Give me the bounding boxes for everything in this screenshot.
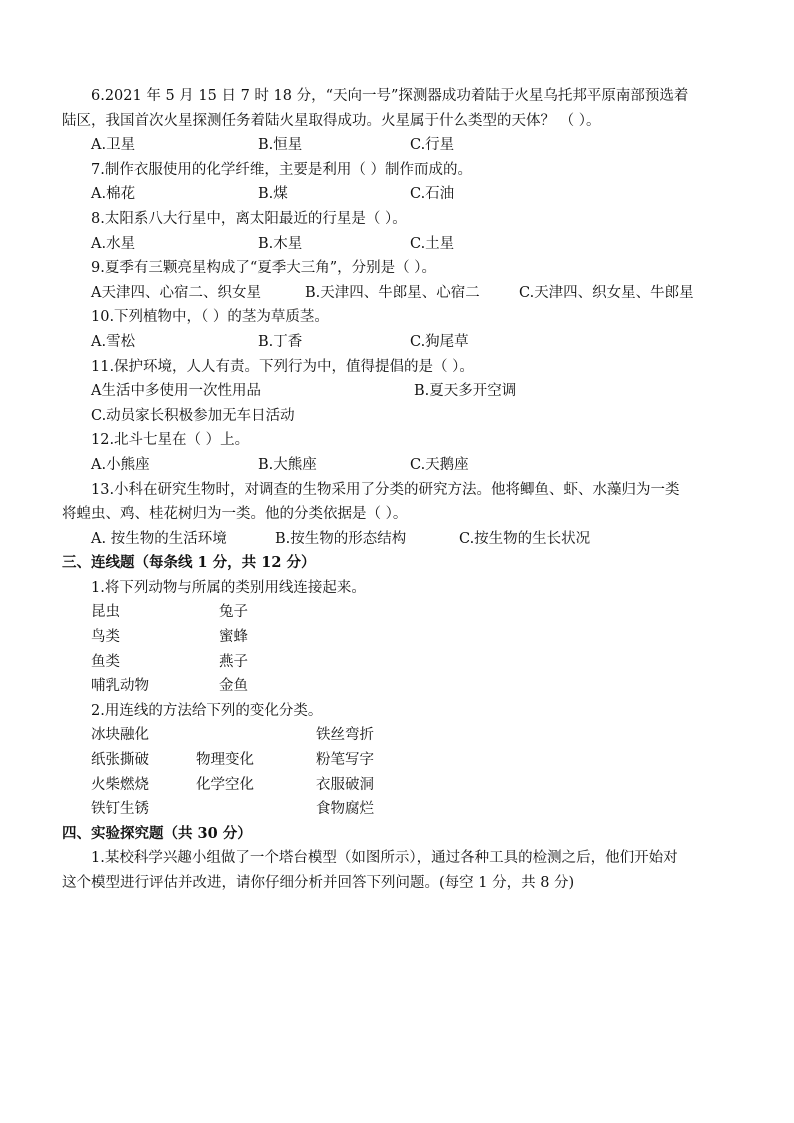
s3-q2-mid: 物理变化 xyxy=(196,752,254,769)
section3-heading: 三、连线题（每条线 1 分，共 12 分） xyxy=(62,554,316,572)
q9-text: 9.夏季有三颗亮星构成了“夏季大三角”，分别是（ ）。 xyxy=(91,260,437,277)
q13-option-c: C.按生物的生长状况 xyxy=(459,530,591,547)
q12-option-b: B.大熊座 xyxy=(258,456,317,473)
s3-q1-right: 兔子 xyxy=(219,604,248,621)
q6-text-line2: 陆区，我国首次火星探测任务着陆火星取得成功。火星属于什么类型的天体？ （ ）。 xyxy=(62,112,601,129)
q6-text-line1: 6.2021 年 5 月 15 日 7 时 18 分，“天向一号”探测器成功着陆于火星乌托邦平原南部预选着 xyxy=(91,88,689,104)
s3-q2-row xyxy=(62,723,738,748)
q8-option-b: B.木星 xyxy=(258,235,303,252)
q9-options xyxy=(62,281,738,306)
q10-options xyxy=(62,330,738,355)
s3-q2-right: 食物腐烂 xyxy=(316,801,374,818)
s3-q1-row xyxy=(62,674,738,699)
q11-option-c: C.动员家长积极参加无车日活动 xyxy=(91,407,295,424)
s3-q1-row xyxy=(62,600,738,625)
q9-option-b: B.天津四、牛郎星、心宿二 xyxy=(305,284,480,301)
q11-option-b: B.夏天多开空调 xyxy=(414,383,517,400)
s4-q1-text-line1: 1.某校科学兴趣小组做了一个塔台模型（如图所示），通过各种工具的检测之后，他们开始对 xyxy=(91,850,678,867)
s3-q1-right: 金鱼 xyxy=(219,678,248,695)
q10-text: 10.下列植物中，（ ）的茎为草质茎。 xyxy=(91,309,329,326)
q8-options xyxy=(62,232,738,257)
s3-q2-left: 火柴燃烧 xyxy=(91,776,149,793)
q8-option-c: C.土星 xyxy=(410,235,455,252)
s3-q2-right: 铁丝弯折 xyxy=(316,727,374,744)
s3-q1-right: 蜜蜂 xyxy=(219,629,248,646)
s3-q2-left: 铁钉生锈 xyxy=(91,801,149,818)
q12-options xyxy=(62,453,738,478)
q10-option-b: B.丁香 xyxy=(258,333,303,350)
q6-option-c: C.行星 xyxy=(410,137,455,154)
section4-heading: 四、实验探究题（共 30 分） xyxy=(62,824,252,842)
page-content xyxy=(62,84,738,896)
q11-option-a: A生活中多使用一次性用品 xyxy=(91,383,261,400)
s3-q1-left: 昆虫 xyxy=(91,604,120,621)
q11-options-row1 xyxy=(62,379,738,404)
s3-q2-right: 衣服破洞 xyxy=(316,776,374,793)
s3-q2-left: 冰块融化 xyxy=(91,727,149,744)
q9-option-c: C.天津四、织女星、牛郎星 xyxy=(519,284,694,301)
s3-q2-mid: 化学空化 xyxy=(196,776,254,793)
q11-text: 11.保护环境，人人有责。下列行为中，值得提倡的是（ ）。 xyxy=(91,358,474,375)
s3-q1-right: 燕子 xyxy=(219,653,248,670)
q10-option-a: A.雪松 xyxy=(91,333,136,350)
s3-q1-row xyxy=(62,625,738,650)
s4-q1-text-line2: 这个模型进行评估并改进，请你仔细分析并回答下列问题。(每空 1 分，共 8 分) xyxy=(62,875,575,891)
s3-q1-left: 鱼类 xyxy=(91,653,120,670)
s3-q2-right: 粉笔写字 xyxy=(316,752,374,769)
q12-option-a: A.小熊座 xyxy=(91,456,150,473)
s3-q2-left: 纸张撕破 xyxy=(91,752,149,769)
q13-options xyxy=(62,527,738,552)
q12-option-c: C.天鹅座 xyxy=(410,456,469,473)
q13-option-b: B.按生物的形态结构 xyxy=(275,530,407,547)
q6-option-b: B.恒星 xyxy=(258,137,303,154)
q6-option-a: A.卫星 xyxy=(91,137,136,154)
q8-option-a: A.水星 xyxy=(91,235,136,252)
s3-q1-text: 1.将下列动物与所属的类别用线连接起来。 xyxy=(91,579,366,596)
q10-option-c: C.狗尾草 xyxy=(410,333,469,350)
q7-option-b: B.煤 xyxy=(258,186,288,203)
s3-q1-left: 鸟类 xyxy=(91,629,120,646)
q7-option-c: C.石油 xyxy=(410,186,455,203)
s3-q2-row xyxy=(62,748,738,773)
q13-text-line2: 将蝗虫、鸡、桂花树归为一类。他的分类依据是（ ）。 xyxy=(62,506,408,523)
s3-q1-row xyxy=(62,650,738,675)
s3-q1-left: 哺乳动物 xyxy=(91,678,149,695)
q9-option-a: A天津四、心宿二、织女星 xyxy=(91,284,261,301)
q12-text: 12.北斗七星在（ ）上。 xyxy=(91,432,250,449)
s3-q2-row xyxy=(62,797,738,822)
q7-option-a: A.棉花 xyxy=(91,186,136,203)
s3-q2-row xyxy=(62,773,738,798)
s3-q2-text: 2.用连线的方法给下列的变化分类。 xyxy=(91,702,323,719)
q13-text-line1: 13.小科在研究生物时，对调查的生物采用了分类的研究方法。他将鲫鱼、虾、水藻归为一类 xyxy=(91,481,680,498)
q8-text: 8.太阳系八大行星中，离太阳最近的行星是（ ）。 xyxy=(91,210,407,227)
q7-text: 7.制作衣服使用的化学纤维，主要是利用（ ）制作而成的。 xyxy=(91,161,472,178)
q7-options xyxy=(62,182,738,207)
q6-options xyxy=(62,133,738,158)
q13-option-a: A. 按生物的生活环境 xyxy=(91,530,227,547)
